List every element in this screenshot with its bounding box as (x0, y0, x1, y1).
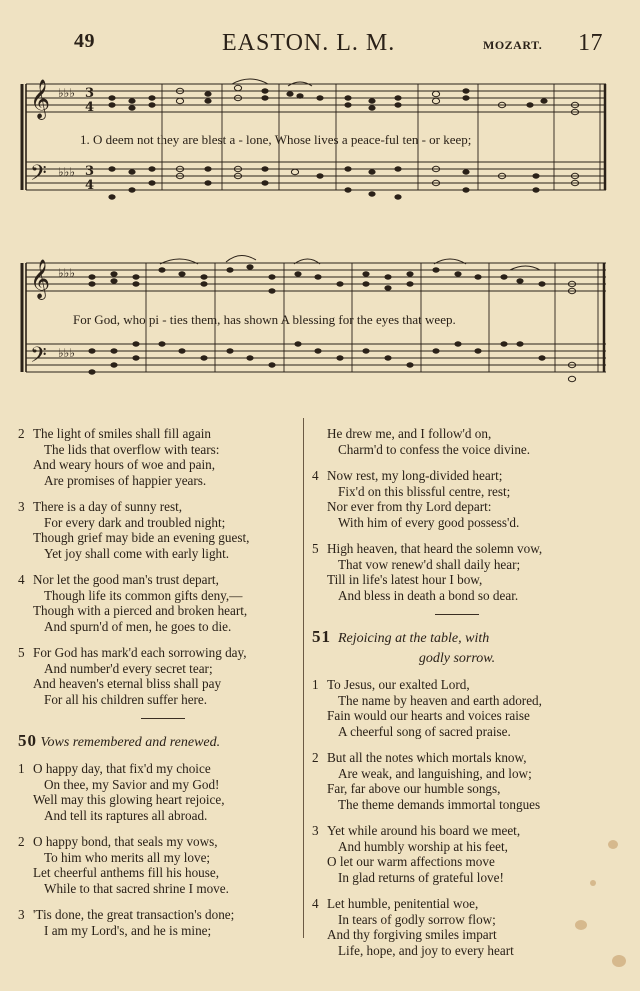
lyric-text-system1: O deem not they are blest a - lone, Whose lives a peace-ful ten - or keep; (93, 132, 472, 147)
stanza-number: 2 (18, 426, 25, 441)
hymn-title-line1: Rejoicing at the table, with (338, 631, 490, 646)
staff-system2-bass (26, 344, 606, 372)
verse-line: In glad returns of grateful love! (338, 869, 504, 885)
verse-line: The theme demands immortal tongues (338, 796, 541, 812)
stanza (18, 907, 308, 938)
verse-line: And weary hours of woe and pain, (33, 457, 216, 472)
verse-line: That vow renew'd shall daily hear; (338, 556, 521, 572)
stanza-number: 1 (18, 761, 25, 776)
hymn-number: 51 (312, 627, 331, 646)
verse-line: The name by heaven and earth adored, (338, 692, 542, 708)
treble-clef-icon: 𝄞 (30, 79, 51, 119)
verse-line: And humbly worship at his feet, (338, 838, 508, 854)
verse-line: The lids that overflow with tears: (44, 441, 220, 457)
stanza (312, 750, 602, 812)
right-page-number: 17 (578, 30, 603, 56)
svg-text:𝄞: 𝄞 (30, 259, 51, 299)
svg-text:♭♭♭: ♭♭♭ (58, 266, 75, 280)
stanza (18, 834, 308, 896)
verse-text: The light of smiles shall fill again (33, 426, 211, 441)
section-rule (141, 718, 185, 719)
stanza-number: 1 (312, 677, 319, 692)
verse-line: Far, far above our humble songs, (327, 781, 501, 796)
stain-mark (575, 920, 587, 930)
svg-text:♭♭♭: ♭♭♭ (58, 86, 75, 100)
stanza (18, 761, 308, 823)
verse-line (18, 426, 308, 442)
verse-line: And spurn'd of men, he goes to die. (44, 618, 232, 634)
hymn-number: 50 (18, 731, 37, 750)
svg-text:3: 3 (85, 86, 95, 101)
verse-line: On thee, my Savior and my God! (44, 776, 220, 792)
verse-text: 'Tis done, the great transaction's done; (33, 907, 235, 922)
verse-text: There is a day of sunny rest, (33, 499, 183, 514)
verse-text: O happy bond, that seals my vows, (33, 834, 218, 849)
stanza-number: 3 (18, 499, 25, 514)
stain-mark (612, 955, 626, 967)
right-column (312, 426, 602, 969)
verse-line (312, 541, 602, 557)
svg-text:4: 4 (85, 100, 95, 115)
stanza (312, 677, 602, 739)
stain-mark (608, 840, 618, 849)
stain-mark (590, 880, 596, 886)
stanza (18, 499, 308, 561)
verse-line (18, 645, 308, 661)
verse-line: And heaven's eternal bliss shall pay (33, 676, 222, 691)
bass-clef-icon: 𝄢 (30, 161, 47, 191)
verse-line (18, 834, 308, 850)
verse-line: For every dark and troubled night; (44, 514, 226, 530)
verse-line (312, 896, 602, 912)
verse-line: Well may this glowing heart rejoice, (33, 792, 225, 807)
svg-text:4: 4 (85, 178, 95, 193)
lyric-line-1 (80, 132, 471, 148)
verse-text: But all the notes which mortals know, (327, 750, 527, 765)
stanza-number: 4 (18, 572, 25, 587)
stanza-continued (312, 426, 602, 457)
svg-text:♭♭♭: ♭♭♭ (58, 165, 75, 179)
stanza-number: 5 (312, 541, 319, 556)
verse-line: Though with a pierced and broken heart, (33, 603, 248, 618)
svg-text:𝄢: 𝄢 (30, 343, 47, 373)
verse-line: Let cheerful anthems fill his house, (33, 865, 220, 880)
verse-line: Though life its common gifts deny,— (44, 587, 243, 603)
verse-text: To Jesus, our exalted Lord, (327, 677, 470, 692)
verse-line: To him who merits all my love; (44, 849, 211, 865)
verse-line (312, 823, 602, 839)
verse-text: Nor let the good man's trust depart, (33, 572, 219, 587)
hymn-title: Vows remembered and renewed. (40, 735, 221, 750)
verse-line: And thy forgiving smiles impart (327, 927, 497, 942)
verse-text: O happy day, that fix'd my choice (33, 761, 211, 776)
lyric-line-2: For God, who pi - ties them, has shown A blessing for the eyes that weep. (73, 312, 456, 327)
hymn-50-heading (18, 731, 308, 751)
lyric-verse-number: 1. (80, 132, 90, 147)
stanza-number: 3 (18, 907, 25, 922)
verse-line: And number'd every secret tear; (44, 660, 213, 676)
stanza (312, 896, 602, 958)
verse-line: A cheerful song of sacred praise. (338, 723, 511, 739)
verse-line (312, 468, 602, 484)
verse-line: With him of every good possess'd. (338, 514, 520, 530)
stanza (312, 468, 602, 530)
section-rule (435, 614, 479, 615)
verse-line: Fain would our hearts and voices raise (327, 708, 530, 723)
stanza (18, 572, 308, 634)
svg-text:♭♭♭: ♭♭♭ (58, 346, 75, 360)
tune-title: EASTON. L. M. (222, 30, 396, 56)
verse-line (312, 677, 602, 693)
verse-text: Let humble, penitential woe, (327, 896, 479, 911)
verse-line: In tears of godly sorrow flow; (338, 911, 496, 927)
composer-name: MOZART. (483, 38, 543, 52)
verse-line: O let our warm affections move (327, 854, 495, 869)
stanza-number: 2 (18, 834, 25, 849)
stanza-number: 2 (312, 750, 319, 765)
verse-text: Yet while around his board we meet, (327, 823, 521, 838)
stanza (18, 645, 308, 707)
music-score (0, 0, 640, 420)
stanza-number: 3 (312, 823, 319, 838)
verse-line: Yet joy shall come with early light. (44, 545, 230, 561)
left-column (18, 426, 308, 949)
verse-line (18, 761, 308, 777)
left-page-number: 49 (74, 30, 95, 52)
verse-line: For all his children suffer here. (44, 691, 208, 707)
stanza (312, 541, 602, 603)
verse-line (312, 750, 602, 766)
verse-line (18, 907, 308, 923)
verse-line: While to that sacred shrine I move. (44, 880, 229, 896)
hymn-title-line2: godly sorrow. (418, 651, 496, 666)
verse-line: I am my Lord's, and he is mine; (44, 922, 212, 938)
verse-line (18, 572, 308, 588)
stanza-number: 4 (312, 468, 319, 483)
verse-text: Now rest, my long-divided heart; (327, 468, 503, 483)
verse-text: For God has mark'd each sorrowing day, (33, 645, 247, 660)
verse-line: He drew me, and I follow'd on, (327, 426, 492, 441)
verse-line: Though grief may bide an evening guest, (33, 530, 250, 545)
hymn-51-heading (312, 627, 602, 669)
verse-line: Are promises of happier years. (44, 472, 207, 488)
staff-system1-bass (26, 162, 606, 190)
verse-line: Are weak, and languishing, and low; (338, 765, 532, 781)
verse-line: Life, hope, and joy to every heart (338, 942, 514, 958)
verse-line: And bless in death a bond so dear. (338, 587, 519, 603)
verse-line: Till in life's latest hour I bow, (327, 572, 483, 587)
stanza-number: 5 (18, 645, 25, 660)
stanza (18, 426, 308, 488)
verse-line: And tell its raptures all abroad. (44, 807, 208, 823)
verse-line (18, 499, 308, 515)
stanza (312, 823, 602, 885)
verse-line: Fix'd on this blissful centre, rest; (338, 483, 511, 499)
verse-text: High heaven, that heard the solemn vow, (327, 541, 543, 556)
stanza-number: 4 (312, 896, 319, 911)
verse-line: Charm'd to confess the voice divine. (338, 441, 531, 457)
svg-text:3: 3 (85, 164, 95, 179)
verse-line: Nor ever from thy Lord depart: (327, 499, 492, 514)
